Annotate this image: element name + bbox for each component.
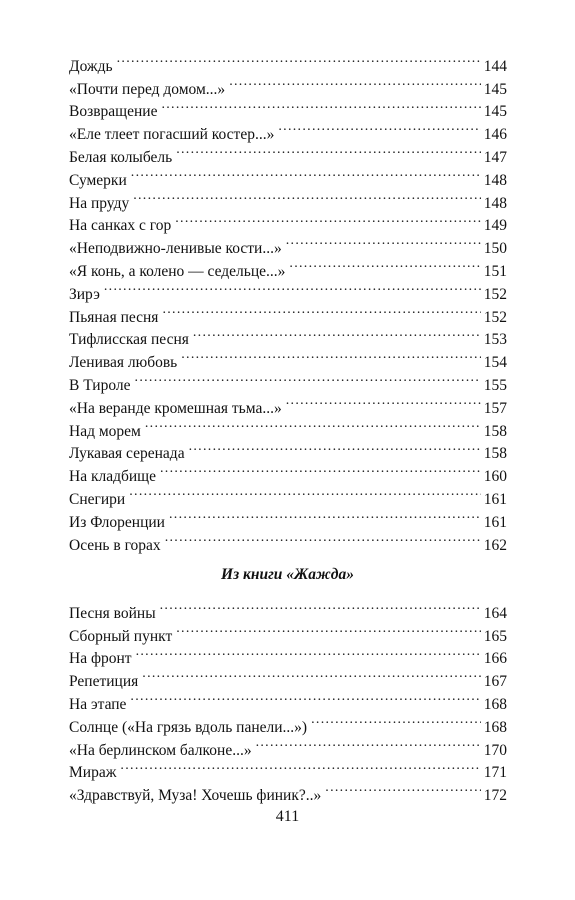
entry-title: На этапе: [69, 695, 127, 713]
entry-page: 150: [481, 238, 507, 261]
entry-title: На кладбище: [69, 468, 156, 486]
entry-page: 144: [481, 56, 507, 79]
entry-page: 157: [481, 398, 507, 421]
dot-leader: [176, 139, 481, 162]
entry-title: Зирэ: [69, 285, 100, 303]
dot-leader: [181, 344, 481, 367]
dot-leader: [145, 413, 481, 436]
dot-leader: [160, 595, 481, 618]
entry-title: «Неподвижно-ленивые кости...»: [69, 240, 282, 258]
dot-leader: [286, 230, 481, 253]
entry-title: «Еле тлеет погасший костер...»: [69, 126, 275, 144]
dot-leader: [104, 276, 481, 299]
dot-leader: [325, 777, 480, 800]
entry-page: 160: [481, 466, 507, 489]
toc-entry: [69, 390, 507, 417]
entry-title: Песня войны: [69, 604, 156, 622]
dot-leader: [193, 322, 481, 345]
entry-page: 151: [481, 261, 507, 284]
dot-leader: [286, 390, 481, 413]
entry-page: 148: [481, 170, 507, 193]
toc-entry: [69, 686, 507, 713]
section-heading: Из книги «Жажда»: [221, 566, 354, 583]
dot-leader: [160, 458, 481, 481]
entry-page: 172: [481, 785, 507, 808]
entry-title: Сумерки: [69, 171, 127, 189]
toc-entry: [69, 595, 507, 622]
toc-entry: [69, 48, 507, 75]
dot-leader: [169, 504, 481, 527]
toc-entry: [69, 755, 507, 782]
entry-page: 153: [481, 329, 507, 352]
dot-leader: [133, 185, 481, 208]
dot-leader: [135, 367, 481, 390]
entry-title: Ленивая любовь: [69, 354, 178, 372]
entry-title: Сборный пункт: [69, 627, 173, 645]
entry-title: Белая колыбель: [69, 148, 173, 166]
entry-page: 146: [481, 124, 507, 147]
entry-page: 161: [481, 489, 507, 512]
entry-title: Осень в горах: [69, 536, 161, 554]
entry-page: 164: [481, 603, 507, 626]
toc-entry: [69, 299, 507, 326]
dot-leader: [161, 94, 480, 117]
dot-leader: [120, 755, 480, 778]
dot-leader: [175, 208, 481, 231]
dot-leader: [278, 116, 480, 139]
dot-leader: [131, 162, 481, 185]
entry-page: 166: [481, 648, 507, 671]
dot-leader: [117, 48, 481, 71]
dot-leader: [130, 686, 480, 709]
dot-leader: [142, 663, 480, 686]
toc-list-1: [69, 48, 507, 554]
dot-leader: [162, 299, 480, 322]
entry-page: 168: [481, 694, 507, 717]
entry-title: «Здравствуй, Муза! Хочешь финик?..»: [69, 787, 322, 805]
dot-leader: [165, 527, 481, 550]
entry-title: «Почти перед домом...»: [69, 80, 226, 98]
entry-title: «На веранде кромешная тьма...»: [69, 399, 282, 417]
toc-entry: [69, 504, 507, 531]
toc-entry: [69, 162, 507, 189]
entry-page: 158: [481, 443, 507, 466]
entry-page: 147: [481, 147, 507, 170]
dot-leader: [229, 71, 481, 94]
entry-title: На фронт: [69, 650, 132, 668]
toc-entry: [69, 481, 507, 508]
entry-page: 152: [481, 284, 507, 307]
entry-title: Пьяная песня: [69, 308, 159, 326]
entry-title: Снегири: [69, 490, 126, 508]
entry-page: 171: [481, 762, 507, 785]
toc-list-2: [69, 595, 507, 805]
entry-title: Возвращение: [69, 103, 158, 121]
entry-page: 148: [481, 193, 507, 216]
dot-leader: [136, 641, 481, 664]
entry-page: 155: [481, 375, 507, 398]
toc-entry: [69, 208, 507, 235]
entry-title: Мираж: [69, 764, 117, 782]
toc-entry: [69, 709, 507, 736]
entry-page: 167: [481, 671, 507, 694]
entry-title: «На берлинском балконе...»: [69, 741, 252, 759]
dot-leader: [311, 709, 481, 732]
entry-page: 154: [481, 352, 507, 375]
entry-page: 145: [481, 79, 507, 102]
entry-page: 158: [481, 421, 507, 444]
dot-leader: [289, 253, 480, 276]
entry-page: 162: [481, 535, 507, 558]
toc-entry: [69, 777, 507, 805]
entry-title: Репетиция: [69, 673, 139, 691]
entry-title: Над морем: [69, 422, 141, 440]
entry-title: Из Флоренции: [69, 513, 165, 531]
entry-title: Дождь: [69, 57, 113, 75]
toc-entry: [69, 185, 507, 212]
entry-page: 145: [481, 101, 507, 124]
dot-leader: [189, 436, 481, 459]
entry-page: 170: [481, 740, 507, 763]
entry-title: «Я конь, а колено — седельце...»: [69, 262, 286, 280]
entry-title: На санках с гор: [69, 217, 172, 235]
entry-page: 165: [481, 626, 507, 649]
entry-page: 168: [481, 717, 507, 740]
toc-entry: [69, 276, 507, 303]
entry-title: На пруду: [69, 194, 130, 212]
entry-title: Тифлисская песня: [69, 331, 189, 349]
page-number: 411: [275, 808, 300, 825]
dot-leader: [256, 732, 481, 755]
entry-page: 152: [481, 307, 507, 330]
entry-title: В Тироле: [69, 376, 131, 394]
entry-page: 149: [481, 215, 507, 238]
dot-leader: [129, 481, 481, 504]
dot-leader: [176, 618, 481, 641]
entry-title: Солнце («На грязь вдоль панели...»): [69, 718, 308, 736]
toc-entry: [69, 367, 507, 394]
entry-page: 161: [481, 512, 507, 535]
entry-title: Лукавая серенада: [69, 445, 185, 463]
toc-entry: [69, 71, 507, 98]
toc-entry: [69, 641, 507, 668]
